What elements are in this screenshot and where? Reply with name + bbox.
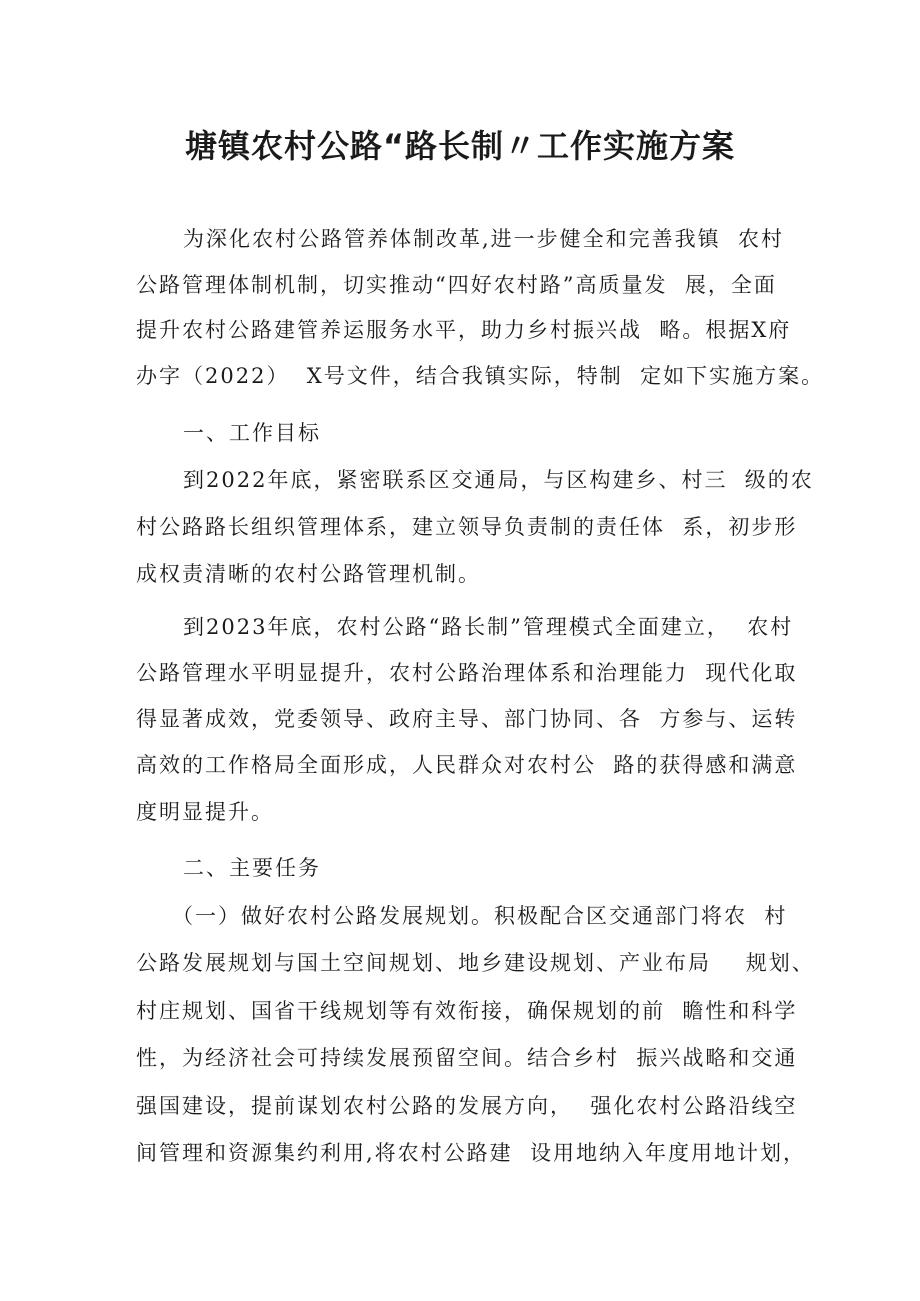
paragraph-line: 村公路路长组织管理体系，建立领导负责制的责任体 系，初步形 <box>136 515 798 539</box>
paragraph-line: 办字（2022） X号文件，结合我镇实际，特制 定如下实施方案。 <box>136 364 825 388</box>
paragraph-line: 到2022年底，紧密联系区交通局，与区构建乡、村三 级的农 <box>183 468 814 492</box>
paragraph-line: 高效的工作格局全面形成，人民群众对农村公 路的获得感和满意 <box>136 753 798 777</box>
paragraph-line: 公路管理体制机制，切实推动“四好农村路”高质量发 展，全面 <box>136 273 777 297</box>
paragraph-line: 度明显提升。 <box>136 800 274 824</box>
paragraph-line: 强国建设，提前谋划农村公路的发展方向， 强化农村公路沿线空 <box>136 1094 798 1118</box>
paragraph-line: 为深化农村公路管养体制改革,进一步健全和完善我镇 农村 <box>183 227 785 251</box>
paragraph-line: 得显著成效，党委领导、政府主导、部门协同、各 方参与、运转 <box>136 707 798 731</box>
paragraph-line: 提升农村公路建管养运服务水平，助力乡村振兴战 略。根据X府 <box>136 318 792 342</box>
paragraph-line: 成权责清晰的农村公路管理机制。 <box>136 562 481 586</box>
document-title: 塘镇农村公路“路长制〃工作实施方案 <box>184 127 736 165</box>
paragraph-line: 村庄规划、国省干线规划等有效衔接，确保规划的前 瞻性和科学 <box>136 999 798 1023</box>
section-heading: 一、工作目标 <box>183 421 321 445</box>
paragraph-line: （一）做好农村公路发展规划。积极配合区交通部门将农 村 <box>172 904 788 928</box>
paragraph-line: 到2023年底，农村公路“路长制”管理模式全面建立， 农村 <box>183 615 794 639</box>
paragraph-line: 公路发展规划与国土空间规划、地乡建设规划、产业布局 规划、 <box>136 951 815 975</box>
paragraph-line: 间管理和资源集约利用,将农村公路建 设用地纳入年度用地计划， <box>136 1141 807 1165</box>
paragraph-line: 性，为经济社会可持续发展预留空间。结合乡村 振兴战略和交通 <box>136 1046 798 1070</box>
section-heading: 二、主要任务 <box>183 856 321 880</box>
paragraph-line: 公路管理水平明显提升，农村公路治理体系和治理能力 现代化取 <box>136 661 798 685</box>
